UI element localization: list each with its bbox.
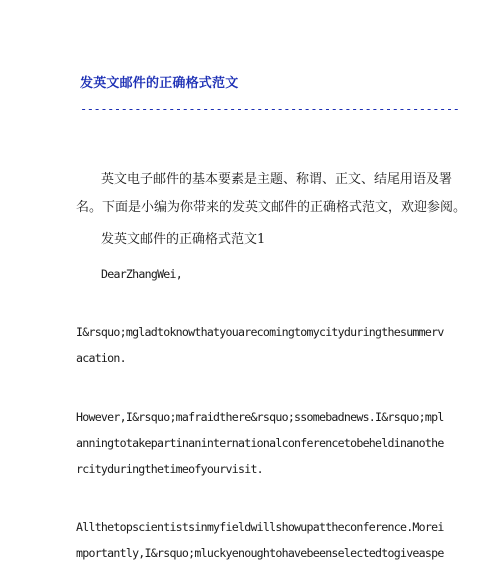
title-underline-rule: -------------------------------------------------------- bbox=[80, 102, 460, 116]
document-title: 发英文邮件的正确格式范文 bbox=[80, 76, 239, 91]
paragraph-2-line-1: However,I&rsquo;mafraidthere&rsquo;ssomebadnews.I&rsquo;mpl bbox=[76, 410, 444, 424]
paragraph-2-line-2: anningtotakepartinaninternationalconferencetobeheldinanothe bbox=[76, 436, 444, 450]
sample-heading: 发英文邮件的正确格式范文1 bbox=[101, 232, 266, 247]
paragraph-1-line-2: acation. bbox=[76, 351, 126, 365]
salutation: DearZhangWei, bbox=[101, 267, 182, 281]
intro-line-1: 英文电子邮件的基本要素是主题、称谓、正文、结尾用语及署 bbox=[101, 172, 453, 187]
paragraph-3-line-2: mportantly,I&rsquo;mluckyenoughtohavebeenselectedtogiveaspe bbox=[76, 546, 444, 560]
paragraph-2-line-3: rcityduringthetimeofyourvisit. bbox=[76, 462, 263, 476]
paragraph-1-line-1: I&rsquo;mgladtoknowthatyouarecomingtomycityduringthesummerv bbox=[76, 325, 444, 339]
intro-line-2: 名。下面是小编为你带来的发英文邮件的正确格式范文，欢迎参阅。 bbox=[76, 200, 467, 215]
paragraph-3-line-1: Allthetopscientistsinmyfieldwillshowupattheconference.Morei bbox=[76, 520, 444, 534]
